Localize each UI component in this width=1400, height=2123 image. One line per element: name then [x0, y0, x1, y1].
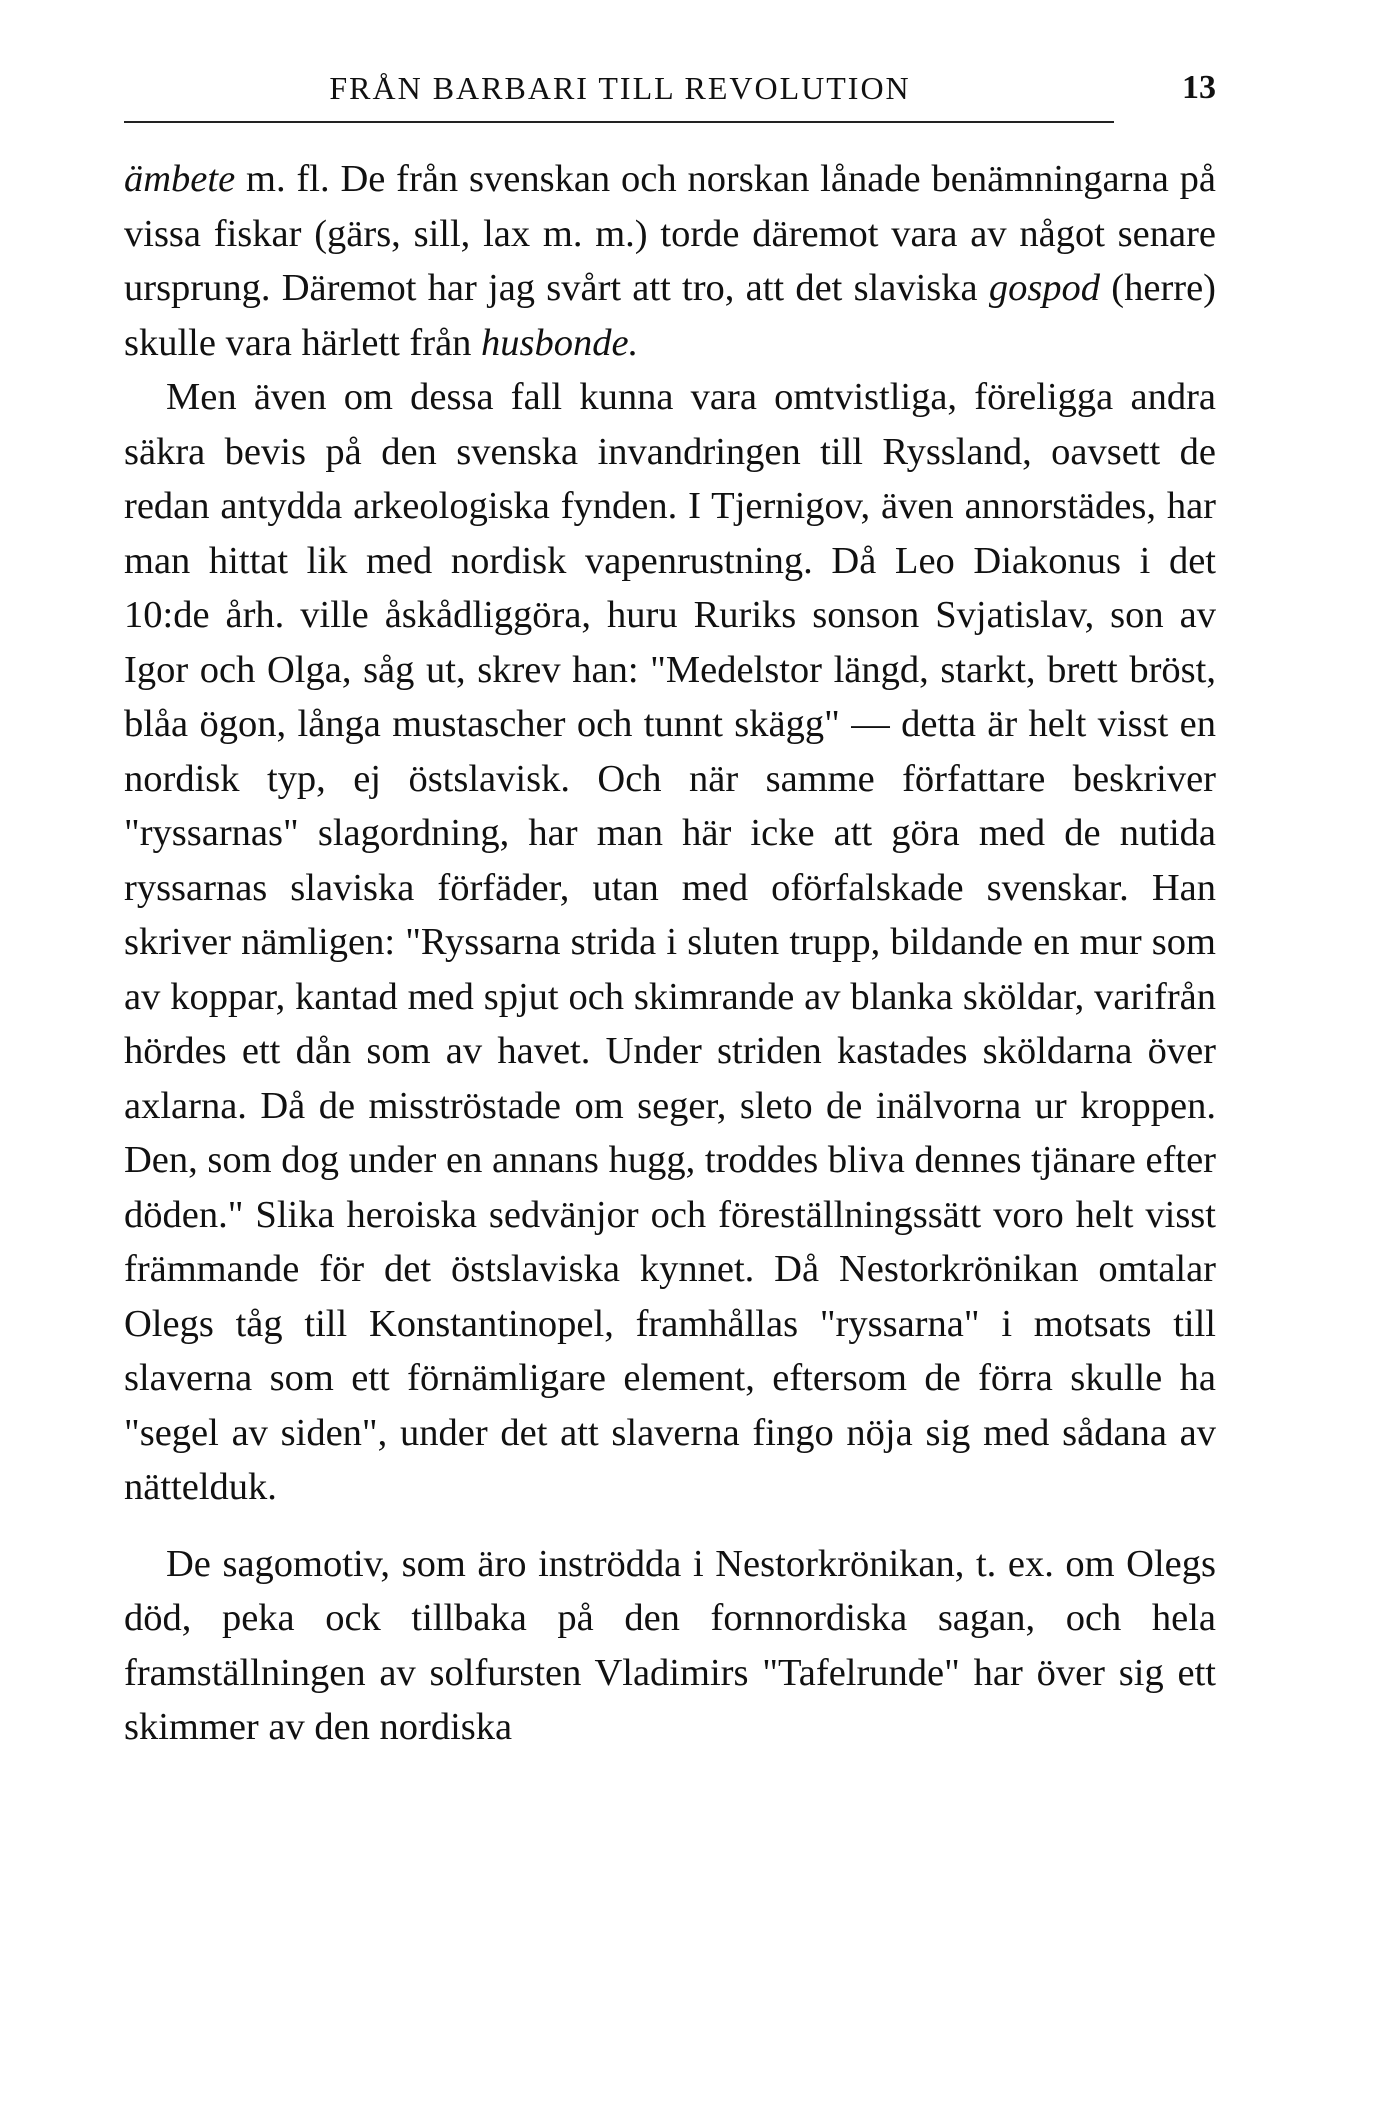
running-title: FRÅN BARBARI TILL REVOLUTION	[329, 70, 911, 106]
running-head	[124, 66, 1216, 116]
text-span: De sagomotiv, som äro inströdda i Nestorkrönikan, t. ex. om Olegs död, peka ock tillbaka på den fornnordiska sagan, och hela framställningen av solfursten Vladimirs "Tafelrunde" har över sig ett skimmer av den nordiska	[124, 1542, 1216, 1748]
text-span: (herre) skulle vara härlett från	[124, 267, 1216, 364]
paragraph-1	[124, 152, 1216, 370]
text-span: ämbete	[124, 158, 236, 200]
page-number: 13	[1182, 69, 1216, 106]
text-span: m. fl. De från svenskan och norskan lånade benämningarna på vissa fiskar (gärs, sill, lax m. m.) torde däremot vara av något senare ursprung. Däremot har jag svårt att tro, att det slaviska	[124, 158, 1216, 309]
text-span: husbonde.	[481, 321, 639, 364]
body-text	[124, 152, 1216, 1755]
header-rule	[124, 121, 1114, 123]
paragraph-2	[124, 370, 1216, 1515]
text-span: gospod	[988, 267, 1101, 309]
text-span: Men även om dessa fall kunna vara omtvistliga, föreligga andra säkra bevis på den svenska invandringen till Ryssland, oavsett de redan antydda arkeologiska fynden. I Tjernigov, även annorstädes, har man hittat lik med nordisk vapenrustning. Då Leo Diakonus i det 10:de årh. ville åskådliggöra, huru Ruriks sonson Svjatislav, son av Igor och Olga, såg ut, skrev han: "Medelstor längd, starkt, brett bröst, blåa ögon, långa mustascher och tunnt skägg" — detta är helt visst en nordisk typ, ej östslavisk. Och när samme författare beskriver "ryssarnas" slagordning, har man här icke att göra med de nutida ryssarnas slaviska förfäder, utan med oförfalskade svenskar. Han skriver nämligen: "Ryssarna strida i sluten trupp, bildande en mur som av koppar, kantad med spjut och skimrande av blanka sköldar, varifrån hördes ett dån som av havet. Under striden kastades sköldarna över axlarna. Då de misströstade om seger, sleto de inälvorna ur kroppen. Den, som dog under en annans hugg, troddes bliva dennes tjänare efter döden." Slika heroiska sedvänjor och föreställningssätt voro helt visst främmande för det östslaviska kynnet. Då Nestorkrönikan omtalar Olegs tåg till Konstantinopel, framhållas "ryssarna" i motsats till slaverna som ett förnämligare element, eftersom de förra skulle ha "segel av siden", under det att slaverna fingo nöja sig med sådana av nättelduk.	[124, 376, 1216, 1508]
paragraph-3	[124, 1537, 1216, 1755]
